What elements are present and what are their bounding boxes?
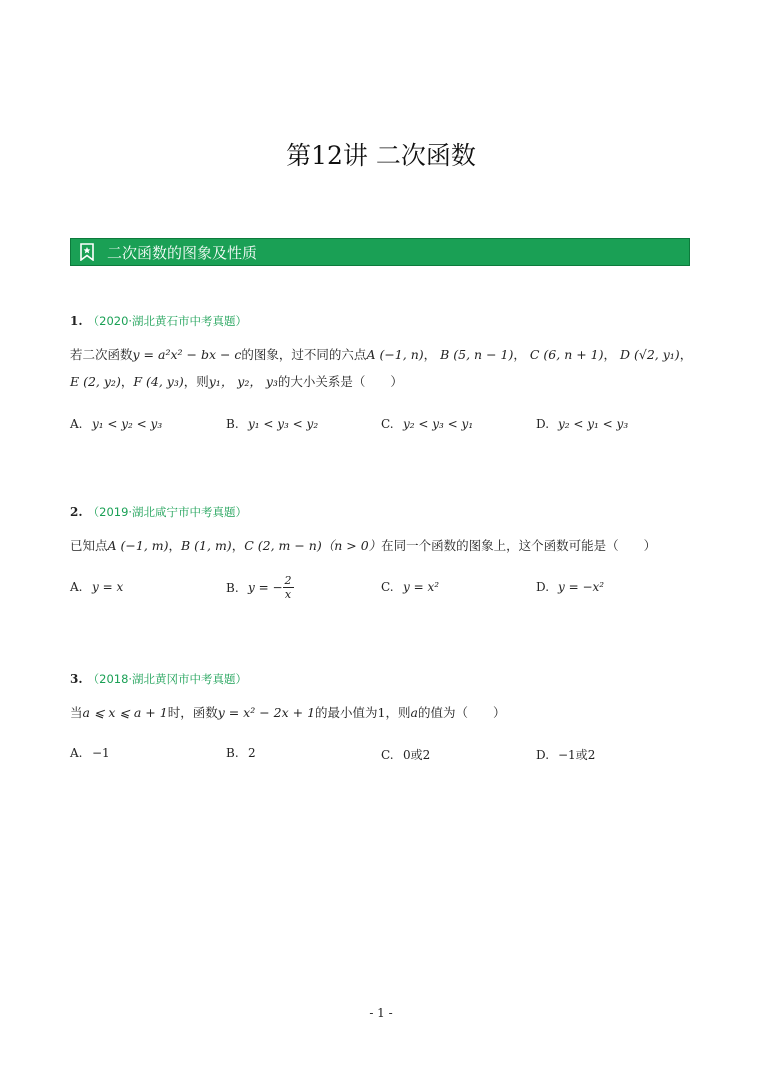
question-1-line-1: 若二次函数y = a²x² − bx − c的图象，过不同的六点A (−1, n)， B (5, n − 1)， C (6, n + 1)， D (√2, y₁)， [70, 347, 693, 362]
option-a[interactable]: A. y = x [70, 580, 124, 594]
question-source: （2019·湖北咸宁市中考真题） [87, 505, 248, 519]
question-number: 3. [70, 672, 83, 686]
question-2-header [70, 501, 247, 520]
math-expression: A (−1, n) [366, 347, 424, 362]
math-expression: E (2, y₂) [70, 374, 121, 389]
question-source: （2020·湖北黄石市中考真题） [87, 314, 248, 328]
question-text: 在同一个函数的图象上，这个函数可能是（ ） [381, 538, 657, 553]
option-b[interactable]: B. y₁ < y₃ < y₂ [226, 417, 319, 431]
question-1-header [70, 310, 247, 329]
math-expression: D (√2, y₁) [620, 347, 680, 362]
math-expression: y = a²x² − bx − c [132, 347, 242, 362]
math-expression: F (4, y₃) [133, 374, 184, 389]
option-c[interactable]: C. 0或2 [381, 748, 431, 762]
option-b[interactable]: B. 2 [226, 746, 256, 760]
section-title: 二次函数的图象及性质 [107, 244, 258, 262]
math-expression: C (2, m − n) [244, 538, 322, 553]
fraction: $\frac{2}{x}$ [284, 574, 292, 601]
question-text: 的大小关系是（ ） [277, 374, 403, 389]
question-3-header [70, 668, 247, 687]
option-d[interactable]: D. y = −x² [536, 580, 605, 594]
option-d[interactable]: D. y₂ < y₁ < y₃ [536, 417, 629, 431]
question-text: 的值为（ ） [417, 705, 506, 720]
section-header [70, 238, 690, 266]
math-expression: （n > 0） [321, 538, 382, 553]
question-text: 已知点 [70, 538, 108, 553]
question-text: 的图象，过不同的六点 [241, 347, 367, 362]
math-expression: B (1, m) [181, 538, 232, 553]
math-expression: y = x² − 2x + 1 [217, 705, 316, 720]
question-number: 2. [70, 505, 83, 519]
question-3-line-1 [70, 704, 505, 722]
math-expression: C (6, n + 1) [529, 347, 604, 362]
page-title: 第12讲 二次函数 [286, 141, 476, 170]
option-c[interactable]: C. y₂ < y₃ < y₁ [381, 417, 474, 431]
question-source: （2018·湖北黄冈市中考真题） [87, 672, 248, 686]
question-2-line-1: 已知点A (−1, m)，B (1, m)，C (2, m − n)（n > 0）在同一个函数的图象上，这个函数可能是（ ） [70, 538, 657, 553]
question-text: 时，函数 [167, 705, 218, 720]
option-d[interactable]: D. −1或2 [536, 748, 596, 762]
option-a[interactable]: A. y₁ < y₂ < y₃ [70, 417, 163, 431]
option-a[interactable]: A. −1 [70, 746, 110, 760]
question-text: 若二次函数 [70, 347, 133, 362]
question-1-line-2: E (2, y₂)，F (4, y₃)，则y₁， y₂， y₃的大小关系是（ ） [70, 374, 403, 389]
math-expression: a [410, 705, 418, 720]
question-number: 1. [70, 314, 83, 328]
bookmark-star-icon [79, 243, 95, 261]
option-b[interactable]: B. y = − $\frac{2}{x}$ [226, 574, 292, 601]
math-expression: a ⩽ x ⩽ a + 1 [82, 705, 168, 720]
question-text: 当 [70, 705, 83, 720]
option-c[interactable]: C. y = x² [381, 580, 440, 594]
page-number: - 1 - [369, 1006, 393, 1020]
math-expression: A (−1, m) [107, 538, 169, 553]
question-text: 则 [196, 374, 209, 389]
math-expression: y₁， y₂， y₃ [208, 374, 278, 389]
question-text: 的最小值为1，则 [315, 705, 411, 720]
math-expression: B (5, n − 1) [440, 347, 514, 362]
